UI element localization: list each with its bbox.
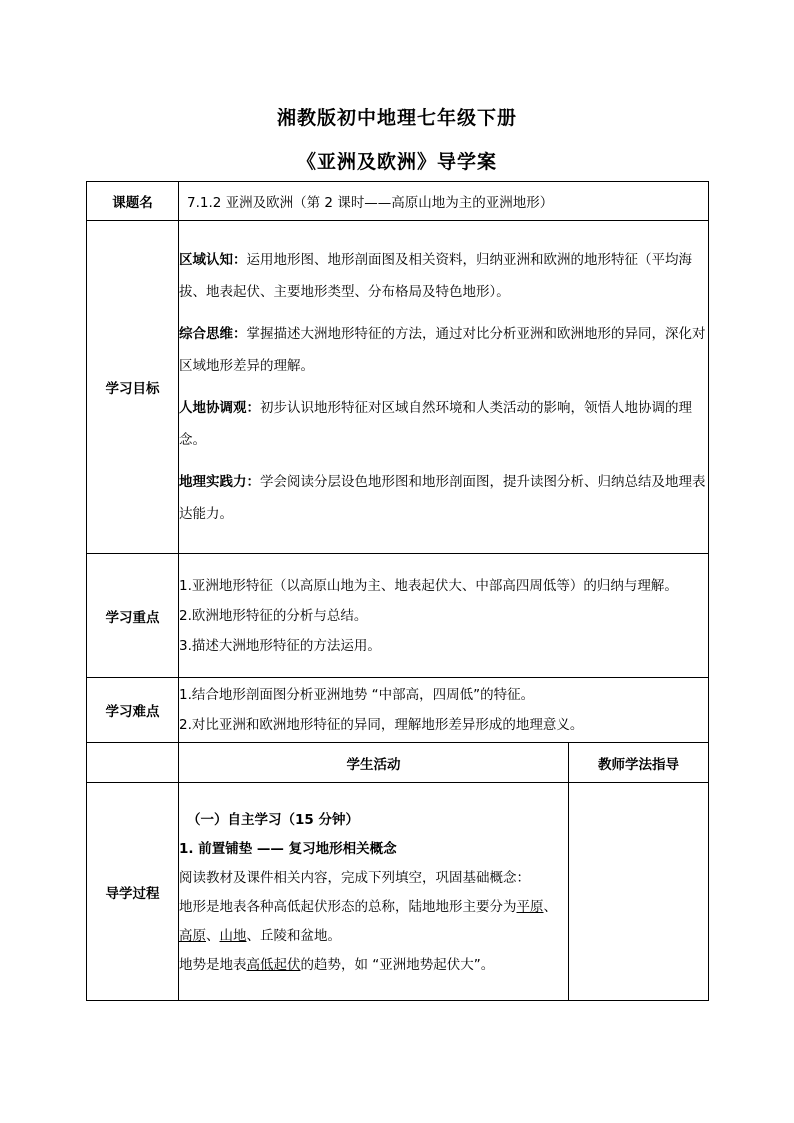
step-intro: 阅读教材及课件相关内容，完成下列填空，巩固基础概念： [179, 869, 530, 886]
fill-blank-answer: 山地 [219, 927, 247, 944]
key-points-content [179, 554, 709, 678]
topic-label: 课题名 [87, 182, 179, 221]
objectives-row [87, 221, 709, 554]
text-segment: 地形是地表各种高低起伏形态的总称，陆地地形主要分为 [179, 898, 517, 915]
lesson-plan-table [86, 181, 709, 1001]
difficulty-item: 1.结合地形剖面图分析亚洲地势 “中部高，四周低”的特征。 [179, 687, 535, 703]
text-segment: 地势是地表 [179, 956, 247, 973]
text-segment: 的趋势，如 “亚洲地势起伏大”。 [300, 956, 495, 973]
objective-item [179, 466, 708, 530]
objective-key: 区域认知： [179, 252, 247, 268]
teacher-guidance-cell [569, 783, 709, 1001]
objective-item [179, 392, 708, 456]
objective-key: 地理实践力： [179, 474, 260, 490]
key-points-label: 学习重点 [87, 554, 179, 678]
section-heading: （一）自主学习（15 分钟） [187, 811, 359, 828]
difficulties-content [179, 678, 709, 743]
fill-blank-answer: 高原 [179, 927, 206, 944]
objective-key: 综合思维： [179, 326, 247, 342]
key-point-item: 1.亚洲地形特征（以高原山地为主、地表起伏大、中部高四周低等）的归纳与理解。 [179, 577, 678, 594]
objective-text: 掌握描述大洲地形特征的方法，通过对比分析亚洲和欧洲地形的异同，深化对区域地形差异的理解。 [179, 326, 706, 374]
difficulty-item: 2.对比亚洲和欧洲地形特征的异同，理解地形差异形成的地理意义。 [179, 717, 584, 733]
key-point-item: 2.欧洲地形特征的分析与总结。 [179, 607, 368, 624]
objective-item [179, 318, 708, 382]
topic-row [87, 182, 709, 221]
fill-blank-answer: 高低起伏 [246, 956, 301, 973]
objective-item [179, 244, 708, 308]
terrain-definition [179, 893, 568, 951]
topic-value: 7.1.2 亚洲及欧洲（第 2 课时——高原山地为主的亚洲地形） [179, 182, 709, 221]
student-activity-header: 学生活动 [179, 743, 569, 783]
relief-definition [179, 951, 568, 980]
text-segment: 、 [206, 927, 220, 944]
objectives-content [179, 221, 709, 554]
objective-key: 人地协调观： [179, 400, 260, 416]
header-empty-cell [87, 743, 179, 783]
objectives-label: 学习目标 [87, 221, 179, 554]
objective-text: 运用地形图、地形剖面图及相关资料，归纳亚洲和欧洲的地形特征（平均海拔、地表起伏、主要地形类型、分布格局及特色地形）。 [179, 252, 692, 300]
text-segment: 、丘陵和盆地。 [246, 927, 341, 944]
key-points-row [87, 554, 709, 678]
document-subtitle: 《亚洲及欧洲》导学案 [296, 151, 497, 173]
teacher-guidance-header: 教师学法指导 [569, 743, 709, 783]
step-heading: 1. 前置铺垫 —— 复习地形相关概念 [179, 840, 397, 857]
process-content [179, 783, 569, 1001]
objective-text: 学会阅读分层设色地形图和地形剖面图，提升读图分析、归纳总结及地理表达能力。 [179, 474, 706, 522]
difficulties-row [87, 678, 709, 743]
objective-text: 初步认识地形特征对区域自然环境和人类活动的影响，领悟人地协调的理念。 [179, 400, 692, 448]
document-title: 湘教版初中地理七年级下册 [276, 107, 517, 129]
difficulties-label: 学习难点 [87, 678, 179, 743]
process-label: 导学过程 [87, 783, 179, 1001]
fill-blank-answer: 平原 [516, 898, 544, 915]
text-segment: 、 [543, 898, 557, 915]
activity-header-row [87, 743, 709, 783]
key-point-item: 3.描述大洲地形特征的方法运用。 [179, 637, 381, 654]
process-row [87, 783, 709, 1001]
